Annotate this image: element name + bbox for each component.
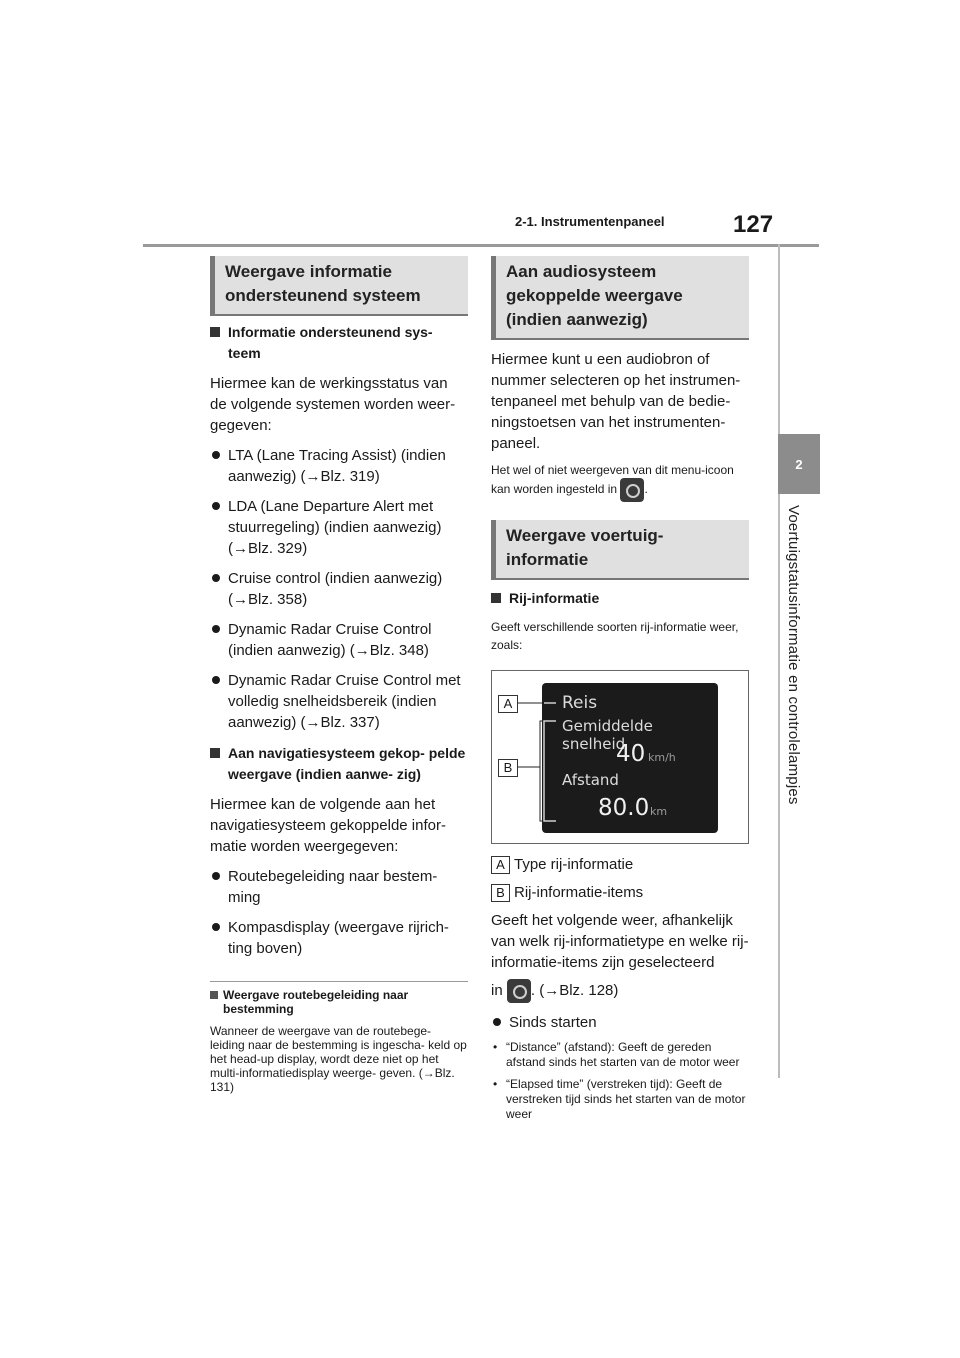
small-list-item <box>491 1040 749 1070</box>
small-list-item-text: “Distance” (afstand): Geeft de gereden afstand sinds het starten van de motor weer <box>506 1040 740 1069</box>
paragraph: Hiermee kan de werkingsstatus van de volgende systemen worden weer- gegeven: <box>210 375 456 434</box>
figure-label-a: A <box>498 695 518 713</box>
bullet-icon <box>212 923 220 931</box>
bullet-icon <box>493 1018 501 1026</box>
square-bullet-icon <box>210 327 220 337</box>
note-divider <box>210 981 468 982</box>
small-note-end: . <box>644 482 648 497</box>
list-item <box>210 917 468 959</box>
bullet-icon <box>212 502 220 510</box>
legend-b <box>491 882 749 903</box>
bullet-icon <box>212 625 220 633</box>
list-item <box>210 568 468 610</box>
section-header: 2-1. Instrumentenpaneel <box>515 214 665 229</box>
list-item <box>210 496 468 559</box>
list-item-text: LDA (Lane Departure Alert met stuurregeling) (indien aanwezig) (→Blz. 329) <box>228 498 442 557</box>
subhead-informatie <box>210 322 468 364</box>
chapter-tab <box>778 434 820 494</box>
small-list-item <box>491 1077 749 1122</box>
left-column <box>210 256 468 1094</box>
list-item-text: Cruise control (indien aanwezig) (→Blz. 358) <box>228 570 443 608</box>
chapter-number: 2 <box>795 456 803 472</box>
note-title <box>210 988 468 1016</box>
section-title-voertuig: Weergave voertuig- informatie <box>491 520 749 580</box>
bullet-icon <box>212 574 220 582</box>
list-item-text: Dynamic Radar Cruise Control (indien aanwezig) (→Blz. 348) <box>228 621 432 659</box>
subhead-text: Aan navigatiesysteem gekop- pelde weergave (indien aanwe- zig) <box>228 745 466 782</box>
small-list-item-text: “Elapsed time” (verstreken tijd): Geeft de verstreken tijd sinds het starten van de motor weer <box>506 1077 746 1121</box>
subhead-text: Informatie ondersteunend sys- teem <box>228 324 433 361</box>
list-item-text: Kompasdisplay (weergave rijrich- ting boven) <box>228 919 449 957</box>
list-item <box>210 445 468 487</box>
small-note-text: Het wel of niet weergeven van dit menu-icoon kan worden ingesteld in <box>491 463 734 497</box>
paragraph: Hiermee kan de volgende aan het navigatiesysteem gekoppelde infor- matie worden weergegeven: <box>210 796 446 855</box>
bullet-icon <box>212 872 220 880</box>
square-bullet-icon <box>210 748 220 758</box>
list-item <box>210 619 468 661</box>
meter-screen <box>542 683 718 833</box>
paragraph-ref <box>491 979 749 1003</box>
note-body: Wanneer de weergave van de routebege- leiding naar de bestemming is ingescha- keld op het head-up display, wordt deze niet op het multi-informatiedisplay weerge- geven. (→Blz. 131) <box>210 1024 467 1094</box>
small-bullet-icon: • <box>493 1077 498 1091</box>
subhead-navigatie <box>210 743 468 785</box>
list-item-text: Routebegeleiding naar bestem- ming <box>228 868 438 906</box>
small-paragraph: Geeft verschillende soorten rij-informatie weer, zoals: <box>491 620 739 652</box>
list-item <box>210 866 468 908</box>
settings-icon <box>507 979 531 1003</box>
list-item <box>491 1012 749 1033</box>
figure-label-b: B <box>498 759 518 777</box>
screen-value-distance: 80.0 <box>598 795 650 821</box>
list-item-text: LTA (Lane Tracing Assist) (indien aanwezig) (→Blz. 319) <box>228 447 446 485</box>
bullet-icon <box>212 676 220 684</box>
header-rule <box>143 244 819 247</box>
list-item-text: Sinds starten <box>509 1014 597 1031</box>
paragraph: Geeft het volgende weer, afhankelijk van welk rij-informatietype en welke rij-informatie-items zijn geselecteerd <box>491 912 749 971</box>
bullet-icon <box>212 451 220 459</box>
screen-unit-distance: km <box>650 805 668 818</box>
page-number: 127 <box>733 211 774 238</box>
section-title-systeem: Weergave informatie ondersteunend systeem <box>210 256 468 316</box>
square-bullet-icon <box>491 593 501 603</box>
figure-display <box>491 670 749 844</box>
subhead-rij-informatie <box>491 588 749 609</box>
chapter-title: Voertuigstatusinformatie en controlelampjes <box>785 505 802 805</box>
section-title-audio: Aan audiosysteem gekoppelde weergave (indien aanwezig) <box>491 256 749 340</box>
side-divider <box>778 244 780 1078</box>
legend-a <box>491 854 749 875</box>
screen-title: Reis <box>562 693 598 713</box>
right-column <box>491 256 749 1122</box>
legend-a-text: Type rij-informatie <box>514 856 634 873</box>
square-bullet-icon <box>210 991 218 999</box>
small-note <box>491 463 749 502</box>
settings-icon <box>620 478 644 502</box>
screen-item-distance: Afstand <box>562 771 619 789</box>
legend-b-box: B <box>491 884 510 902</box>
subhead-text: Rij-informatie <box>509 590 600 606</box>
screen-item-speed: Gemiddelde snelheid <box>562 717 653 753</box>
list-item <box>210 670 468 733</box>
legend-a-box: A <box>491 856 510 874</box>
list-item-text: Dynamic Radar Cruise Control met volledig snelheidsbereik (indien aanwezig) (→Blz. 337) <box>228 672 461 731</box>
screen-value-speed: 40 <box>616 741 646 767</box>
small-bullet-icon: • <box>493 1040 498 1054</box>
paragraph-ref-text: . (→Blz. 128) <box>530 981 619 999</box>
note-title-text: Weergave routebegeleiding naar bestemming <box>223 988 409 1016</box>
paragraph-ref-in: in <box>491 981 503 999</box>
screen-unit-speed: km/h <box>648 751 676 764</box>
legend-b-text: Rij-informatie-items <box>514 884 644 901</box>
paragraph: Hiermee kunt u een audiobron of nummer selecteren op het instrumen- tenpaneel met behulp van de bedie- ningstoetsen van het instrumenten- paneel. <box>491 351 741 452</box>
